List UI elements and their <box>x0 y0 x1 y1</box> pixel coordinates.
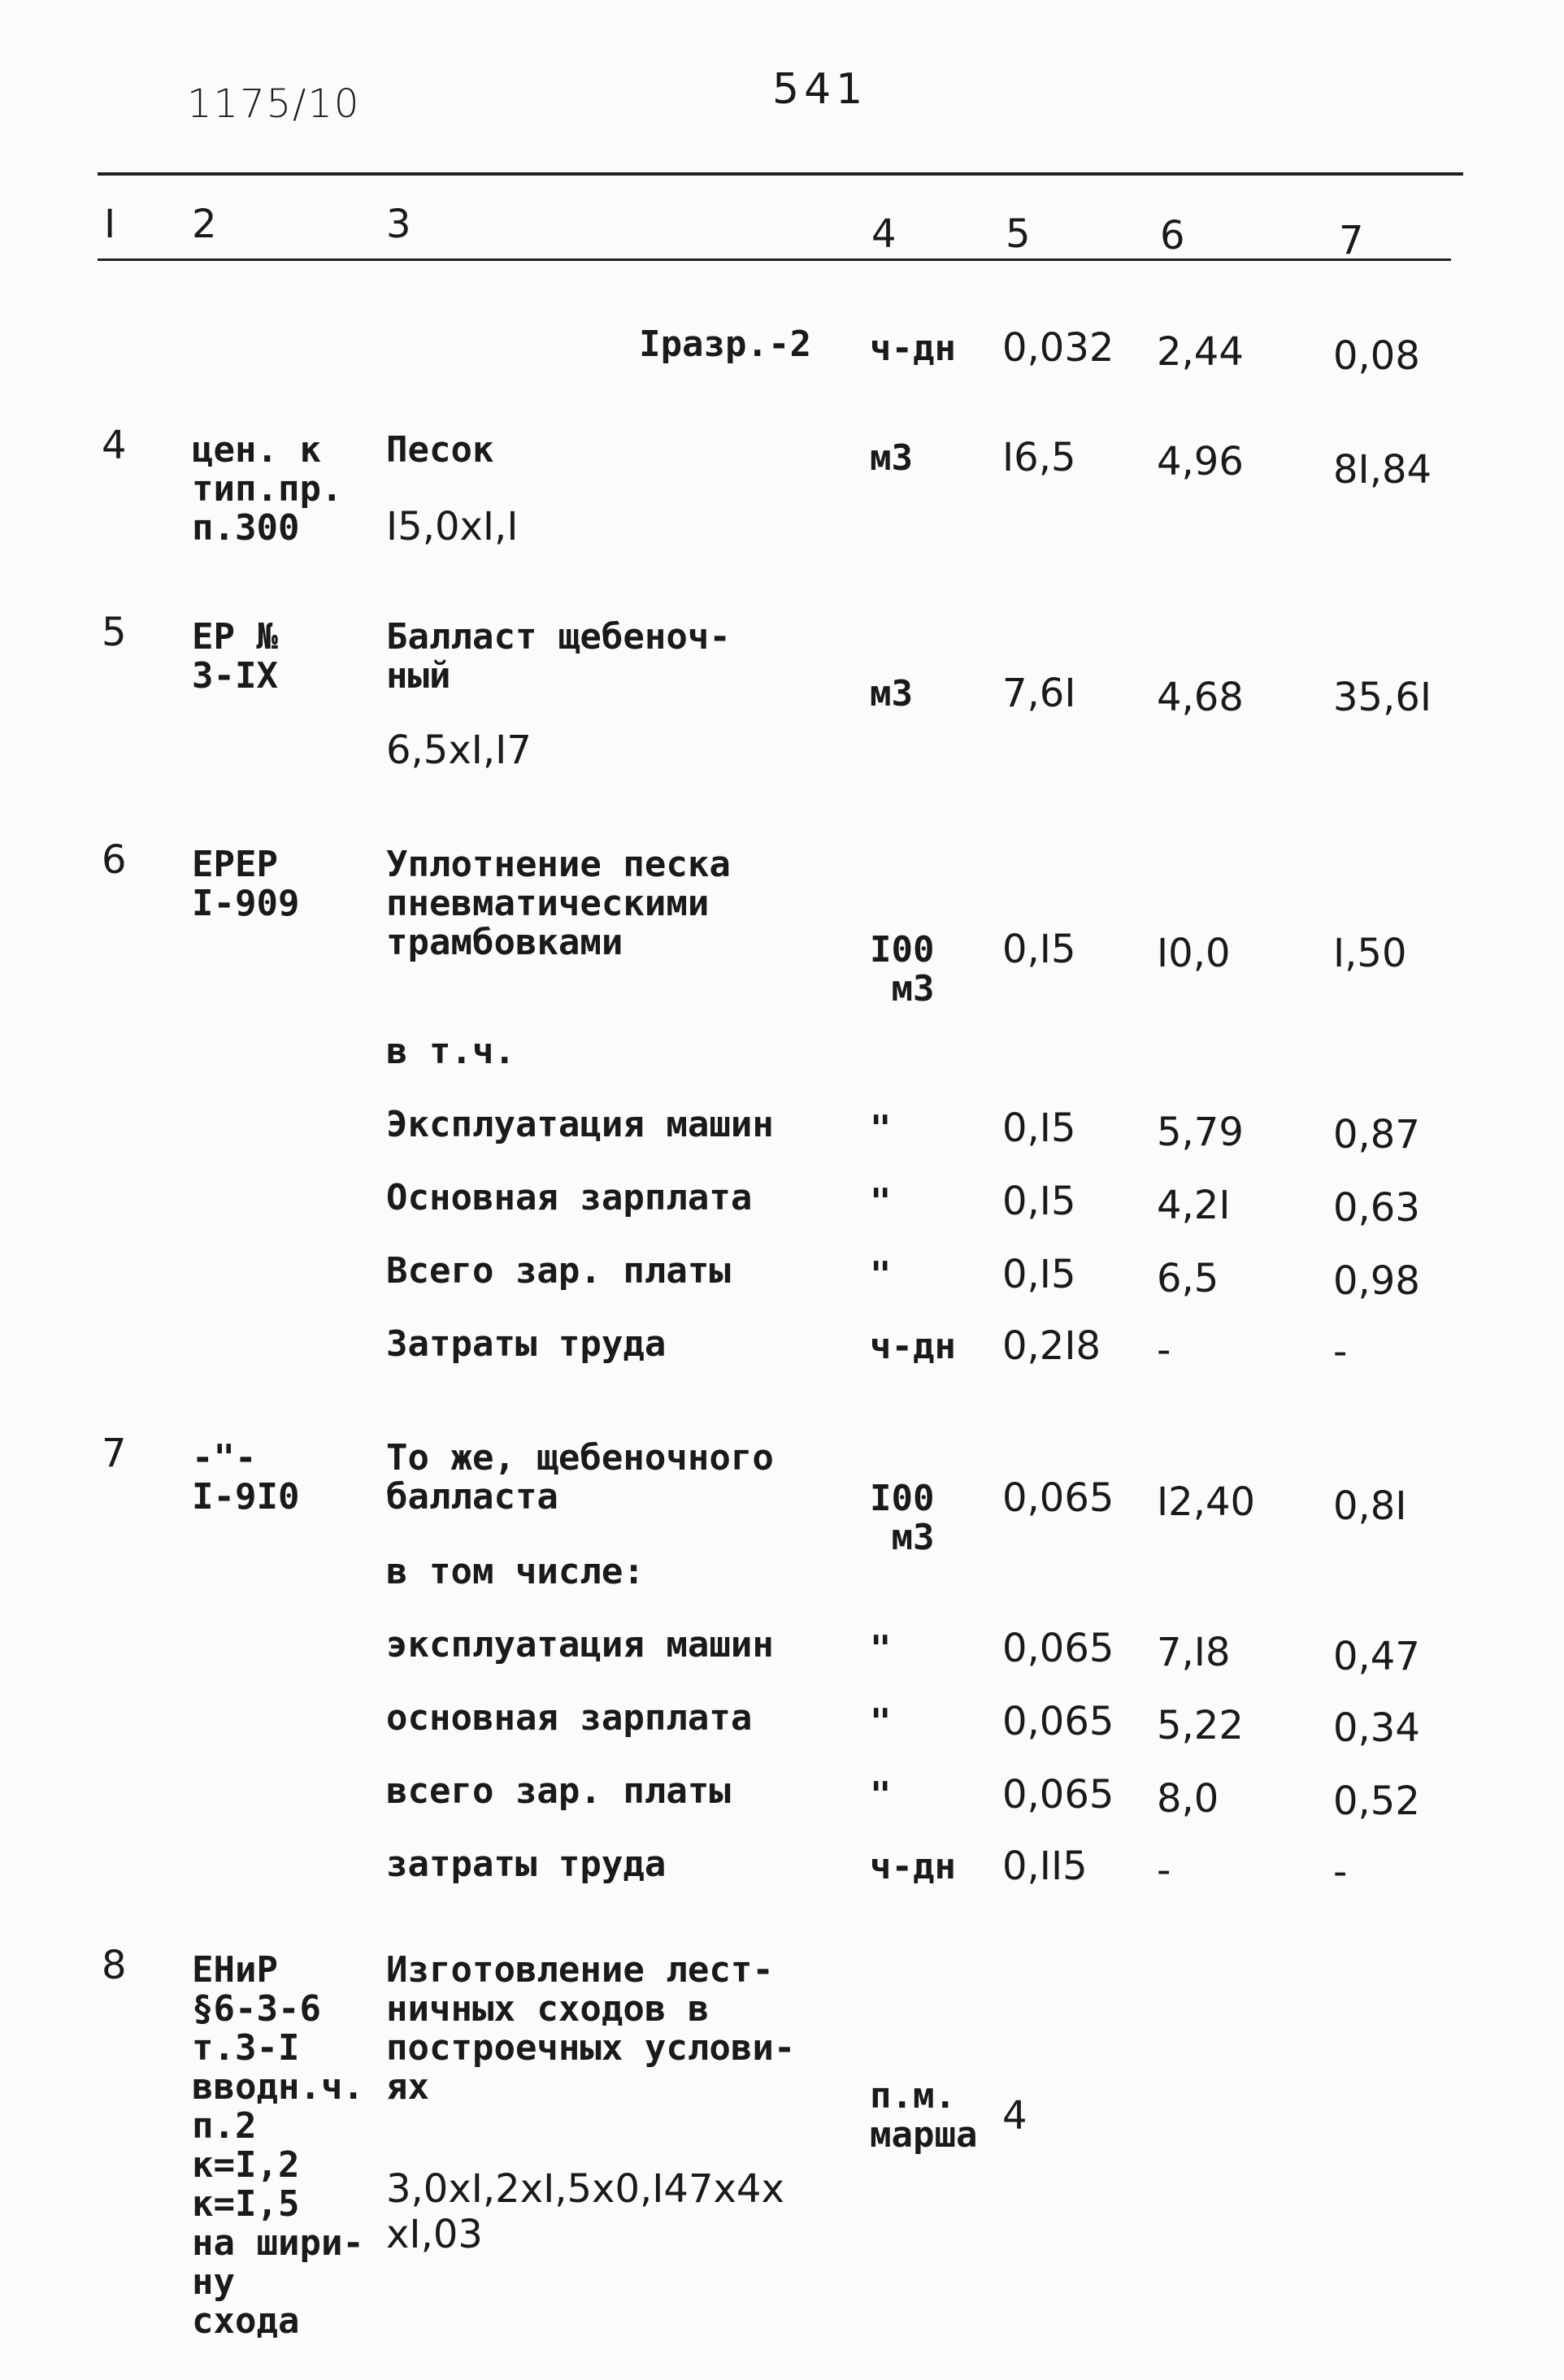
quantity-cell: 0,2I8 <box>1002 1323 1101 1369</box>
total-cell: 0,34 <box>1333 1705 1420 1751</box>
unit-cell: " <box>870 1701 892 1743</box>
row-number: 4 <box>102 423 127 468</box>
quantity-cell: 0,I5 <box>1002 1105 1076 1151</box>
unit-cell: I00 м3 <box>870 929 935 1010</box>
price-cell: - <box>1157 1848 1171 1893</box>
row-number: 5 <box>102 610 127 655</box>
price-cell: I0,0 <box>1157 931 1231 976</box>
quantity-cell: 0,I5 <box>1002 1179 1076 1224</box>
description-cell: в том числе: <box>386 1551 645 1592</box>
description-cell: Эксплуатация машин <box>386 1104 774 1145</box>
unit-cell: ч-дн <box>870 1846 956 1887</box>
price-cell: - <box>1157 1327 1171 1373</box>
reference-cell: ЕР № 3-IX <box>192 616 278 697</box>
formula-cell: 3,0xI,2xI,5x0,I47x4x xI,03 <box>386 2166 784 2257</box>
quantity-cell: 0,I5 <box>1002 927 1076 972</box>
price-cell: 8,0 <box>1157 1776 1219 1822</box>
column-header-3: 3 <box>386 202 411 247</box>
description-cell: Основная зарплата <box>386 1177 753 1218</box>
total-cell: 0,52 <box>1333 1778 1420 1824</box>
total-cell: - <box>1333 1849 1348 1895</box>
price-cell: 5,22 <box>1157 1703 1244 1748</box>
price-cell: 6,5 <box>1157 1256 1219 1301</box>
unit-cell: " <box>870 1774 892 1816</box>
description-cell: в т.ч. <box>386 1031 515 1072</box>
row-number: 7 <box>102 1431 127 1476</box>
description-cell: Затраты труда <box>386 1323 667 1365</box>
reference-cell: -"- I-9I0 <box>192 1437 300 1518</box>
quantity-cell: 0,065 <box>1002 1626 1114 1671</box>
total-cell: 35,6I <box>1333 675 1432 720</box>
total-cell: 0,87 <box>1333 1112 1420 1157</box>
quantity-cell: 0,065 <box>1002 1475 1114 1521</box>
price-cell: 4,68 <box>1157 675 1244 720</box>
column-header-2: 2 <box>192 202 217 247</box>
column-header-6: 6 <box>1160 213 1185 258</box>
total-cell: 0,47 <box>1333 1634 1420 1679</box>
unit-cell: м3 <box>870 437 913 479</box>
quantity-cell: 7,6I <box>1002 671 1076 716</box>
description-cell: всего зар. платы <box>386 1770 731 1812</box>
price-cell: 7,I8 <box>1157 1630 1231 1675</box>
reference-cell: ЕРЕР I-909 <box>192 844 300 924</box>
unit-cell: м3 <box>870 673 913 714</box>
formula-cell: 6,5xI,I7 <box>386 727 532 773</box>
quantity-cell: 0,065 <box>1002 1772 1114 1818</box>
total-cell: 0,98 <box>1333 1258 1420 1304</box>
quantity-cell: 0,II5 <box>1002 1844 1088 1889</box>
description-cell: эксплуатация машин <box>386 1624 774 1666</box>
price-cell: 5,79 <box>1157 1110 1244 1155</box>
unit-cell: " <box>870 1181 892 1223</box>
total-cell: 0,08 <box>1333 333 1420 379</box>
description-cell: Всего зар. платы <box>386 1250 731 1292</box>
description-cell: То же, щебеночного балласта <box>386 1437 774 1518</box>
price-cell: I2,40 <box>1157 1479 1256 1525</box>
description-cell: Iразр.-2 <box>639 324 811 365</box>
description-cell: Балласт щебеноч- ный <box>386 616 731 697</box>
header-rule <box>98 258 1451 261</box>
description-cell: затраты труда <box>386 1844 667 1885</box>
top-rule <box>98 172 1463 176</box>
description-cell: Уплотнение песка пневматическими трамбовками <box>386 844 731 963</box>
column-header-7: 7 <box>1339 218 1364 263</box>
unit-cell: п.м. марша <box>870 2075 978 2156</box>
reference-cell: ЕНиР §6-3-6 т.3-I вводн.ч. п.2 к=I,2 к=I,5 на шири- ну схода <box>192 1949 364 2342</box>
description-cell: Песок <box>386 429 494 471</box>
unit-cell: " <box>870 1254 892 1296</box>
quantity-cell: 0,065 <box>1002 1699 1114 1744</box>
quantity-cell: I6,5 <box>1002 435 1076 480</box>
total-cell: 0,63 <box>1333 1185 1420 1231</box>
page-number: 541 <box>772 65 868 114</box>
unit-cell: I00 м3 <box>870 1478 935 1558</box>
description-cell: Изготовление лест- ничных сходов в построечных услови- ях <box>386 1949 796 2108</box>
price-cell: 2,44 <box>1157 329 1244 375</box>
quantity-cell: 0,032 <box>1002 325 1114 371</box>
column-header-5: 5 <box>1006 211 1031 257</box>
unit-cell: " <box>870 1108 892 1149</box>
total-cell: - <box>1333 1329 1348 1375</box>
reference-cell: цен. к тип.пр. п.300 <box>192 429 343 549</box>
total-cell: 0,8I <box>1333 1483 1407 1529</box>
row-number: 6 <box>102 837 127 883</box>
description-cell: основная зарплата <box>386 1697 753 1739</box>
formula-cell: I5,0xI,I <box>386 504 519 549</box>
total-cell: 8I,84 <box>1333 447 1432 493</box>
column-header-1: I <box>104 202 116 247</box>
quantity-cell: 4 <box>1002 2093 1027 2139</box>
quantity-cell: 0,I5 <box>1002 1252 1076 1297</box>
row-number: 8 <box>102 1943 127 1988</box>
unit-cell: ч-дн <box>870 1326 956 1367</box>
price-cell: 4,2I <box>1157 1183 1231 1228</box>
unit-cell: " <box>870 1628 892 1670</box>
total-cell: I,50 <box>1333 931 1407 976</box>
document-code: 1175/10 <box>187 81 361 127</box>
unit-cell: ч-дн <box>870 328 956 369</box>
column-header-4: 4 <box>871 211 897 257</box>
price-cell: 4,96 <box>1157 439 1244 484</box>
